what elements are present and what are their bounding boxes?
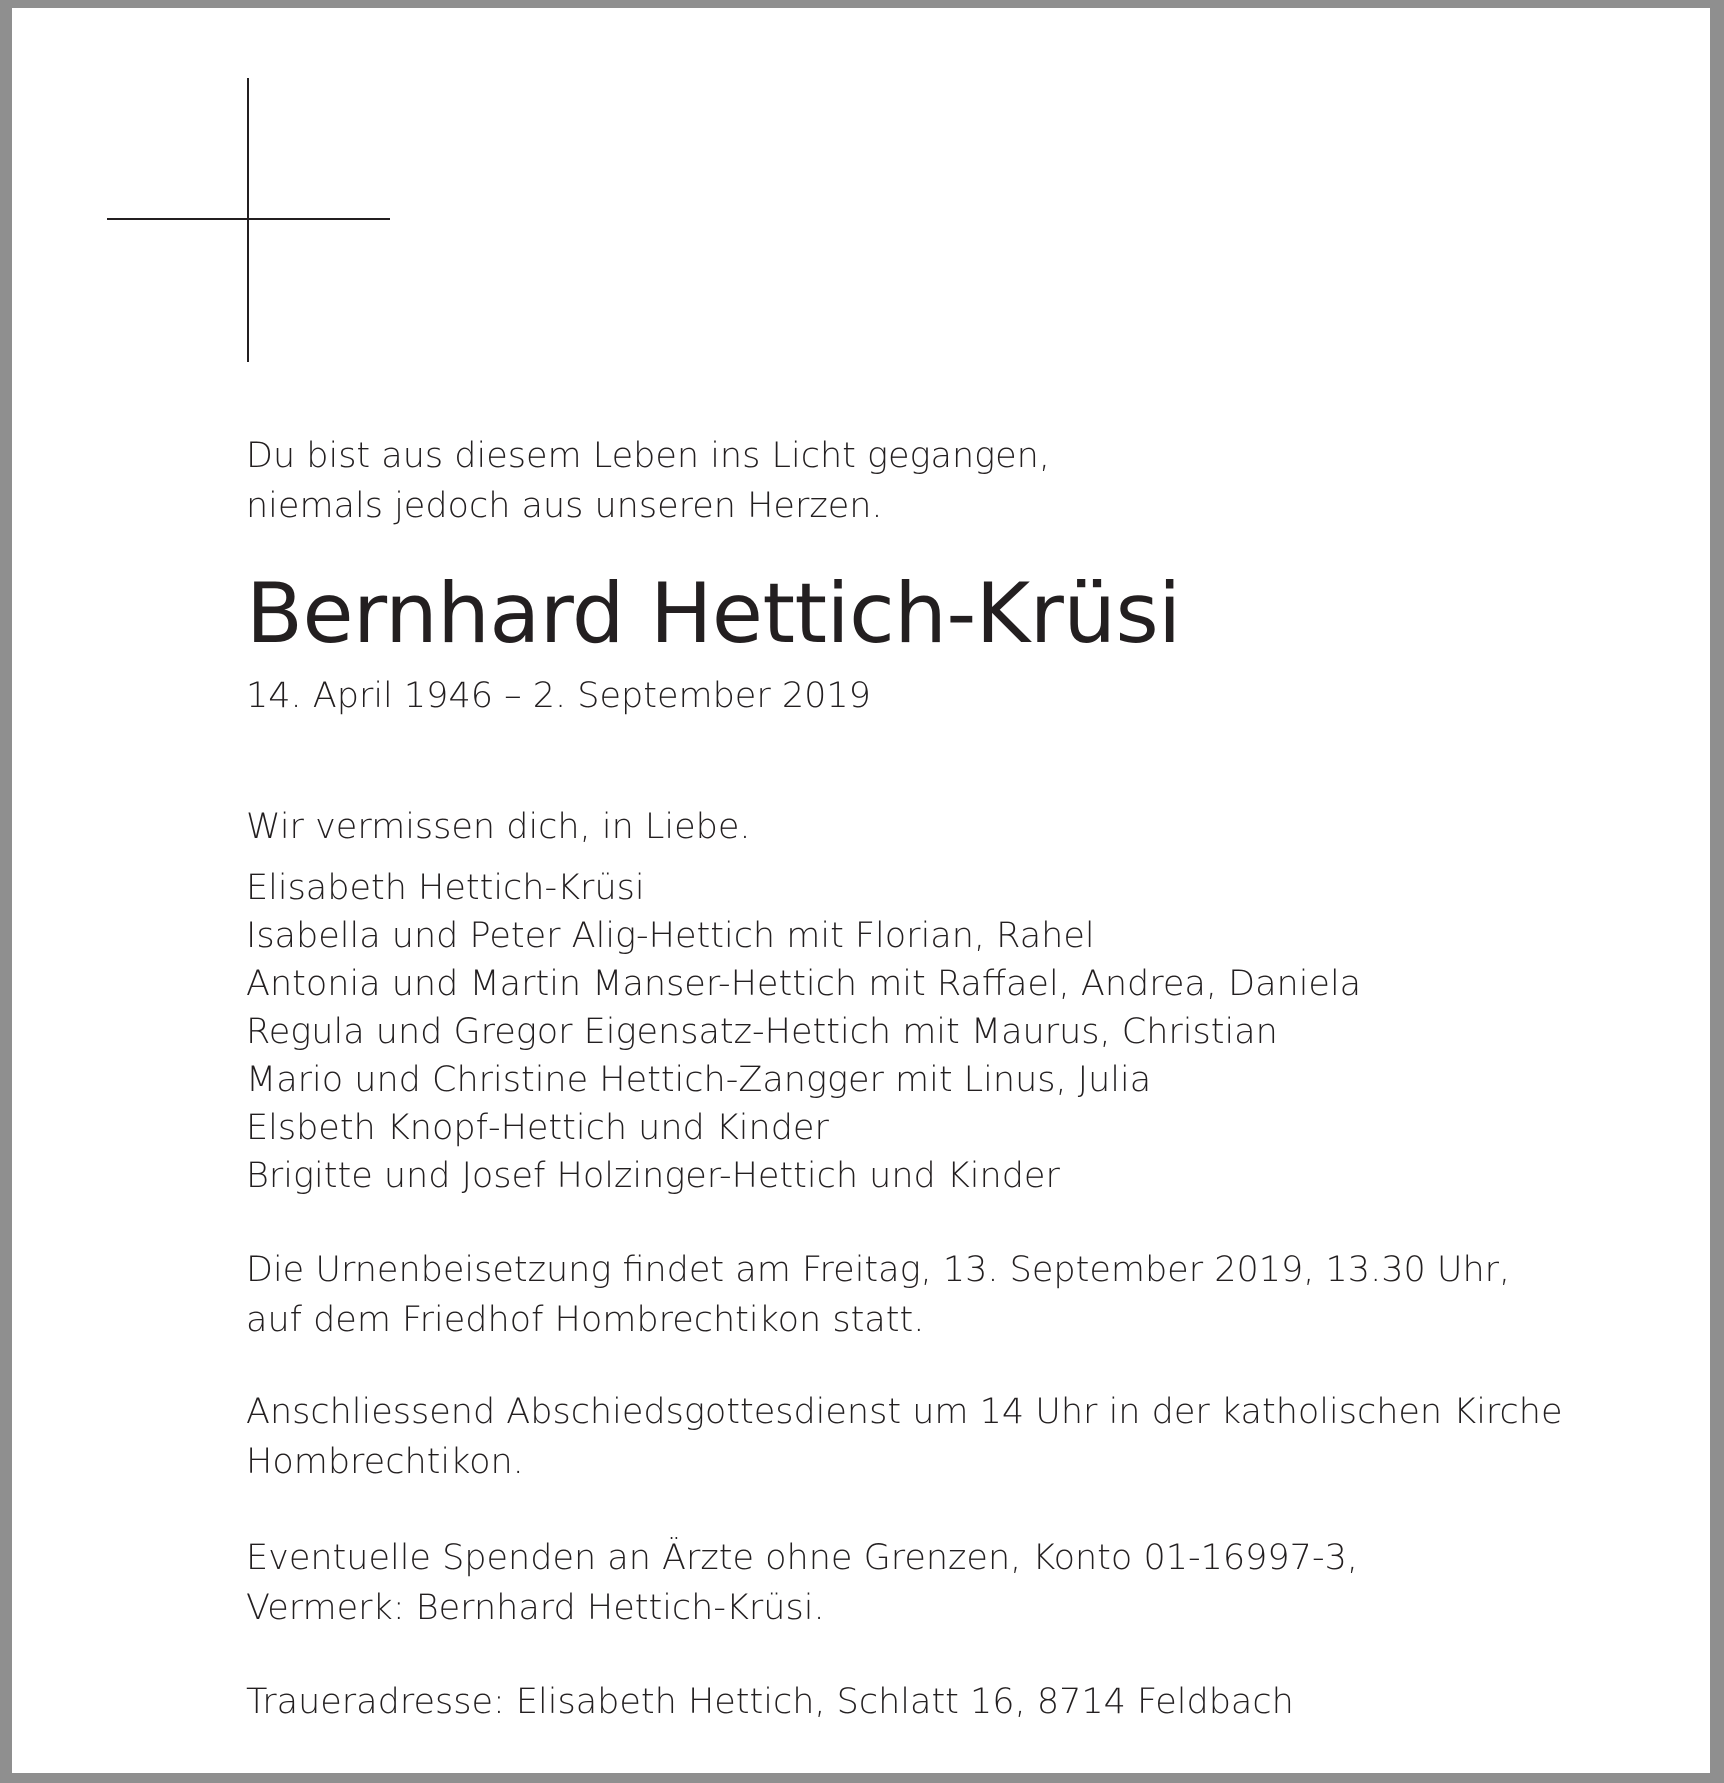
motto-line-2: niemals jedoch aus unseren Herzen. — [246, 486, 883, 526]
donations-line-2: Vermerk: Bernhard Hettich-Krüsi. — [246, 1588, 825, 1628]
cross-icon-horizontal-bar — [107, 218, 390, 220]
donations-line-1: Eventuelle Spenden an Ärzte ohne Grenzen, Konto 01-16997-3, — [246, 1538, 1358, 1578]
service-line-1: Anschliessend Abschiedsgottesdienst um 14 Uhr in der katholischen Kirche — [246, 1392, 1563, 1432]
deceased-name: Bernhard Hettich-Krüsi — [246, 565, 1181, 662]
cross-icon-vertical-bar — [247, 78, 249, 362]
mourner-line: Brigitte und Josef Holzinger-Hettich und Kinder — [246, 1156, 1060, 1196]
mourning-address: Traueradresse: Elisabeth Hettich, Schlatt 16, 8714 Feldbach — [246, 1682, 1294, 1722]
motto-line-1: Du bist aus diesem Leben ins Licht gegangen, — [246, 436, 1050, 476]
mourner-line: Mario und Christine Hettich-Zangger mit Linus, Julia — [246, 1060, 1152, 1100]
burial-line-1: Die Urnenbeisetzung findet am Freitag, 13. September 2019, 13.30 Uhr, — [246, 1250, 1511, 1290]
mourner-line: Isabella und Peter Alig-Hettich mit Florian, Rahel — [246, 916, 1095, 956]
burial-line-2: auf dem Friedhof Hombrechtikon statt. — [246, 1300, 925, 1340]
mourner-line: Elisabeth Hettich-Krüsi — [246, 868, 645, 908]
mourner-line: Elsbeth Knopf-Hettich und Kinder — [246, 1108, 829, 1148]
service-line-2: Hombrechtikon. — [246, 1442, 524, 1482]
life-dates: 14. April 1946 – 2. September 2019 — [246, 676, 871, 716]
mourner-line: Regula und Gregor Eigensatz-Hettich mit Maurus, Christian — [246, 1012, 1278, 1052]
mourner-line: Antonia und Martin Manser-Hettich mit Raffael, Andrea, Daniela — [246, 964, 1362, 1004]
mourners-intro: Wir vermissen dich, in Liebe. — [246, 807, 751, 847]
